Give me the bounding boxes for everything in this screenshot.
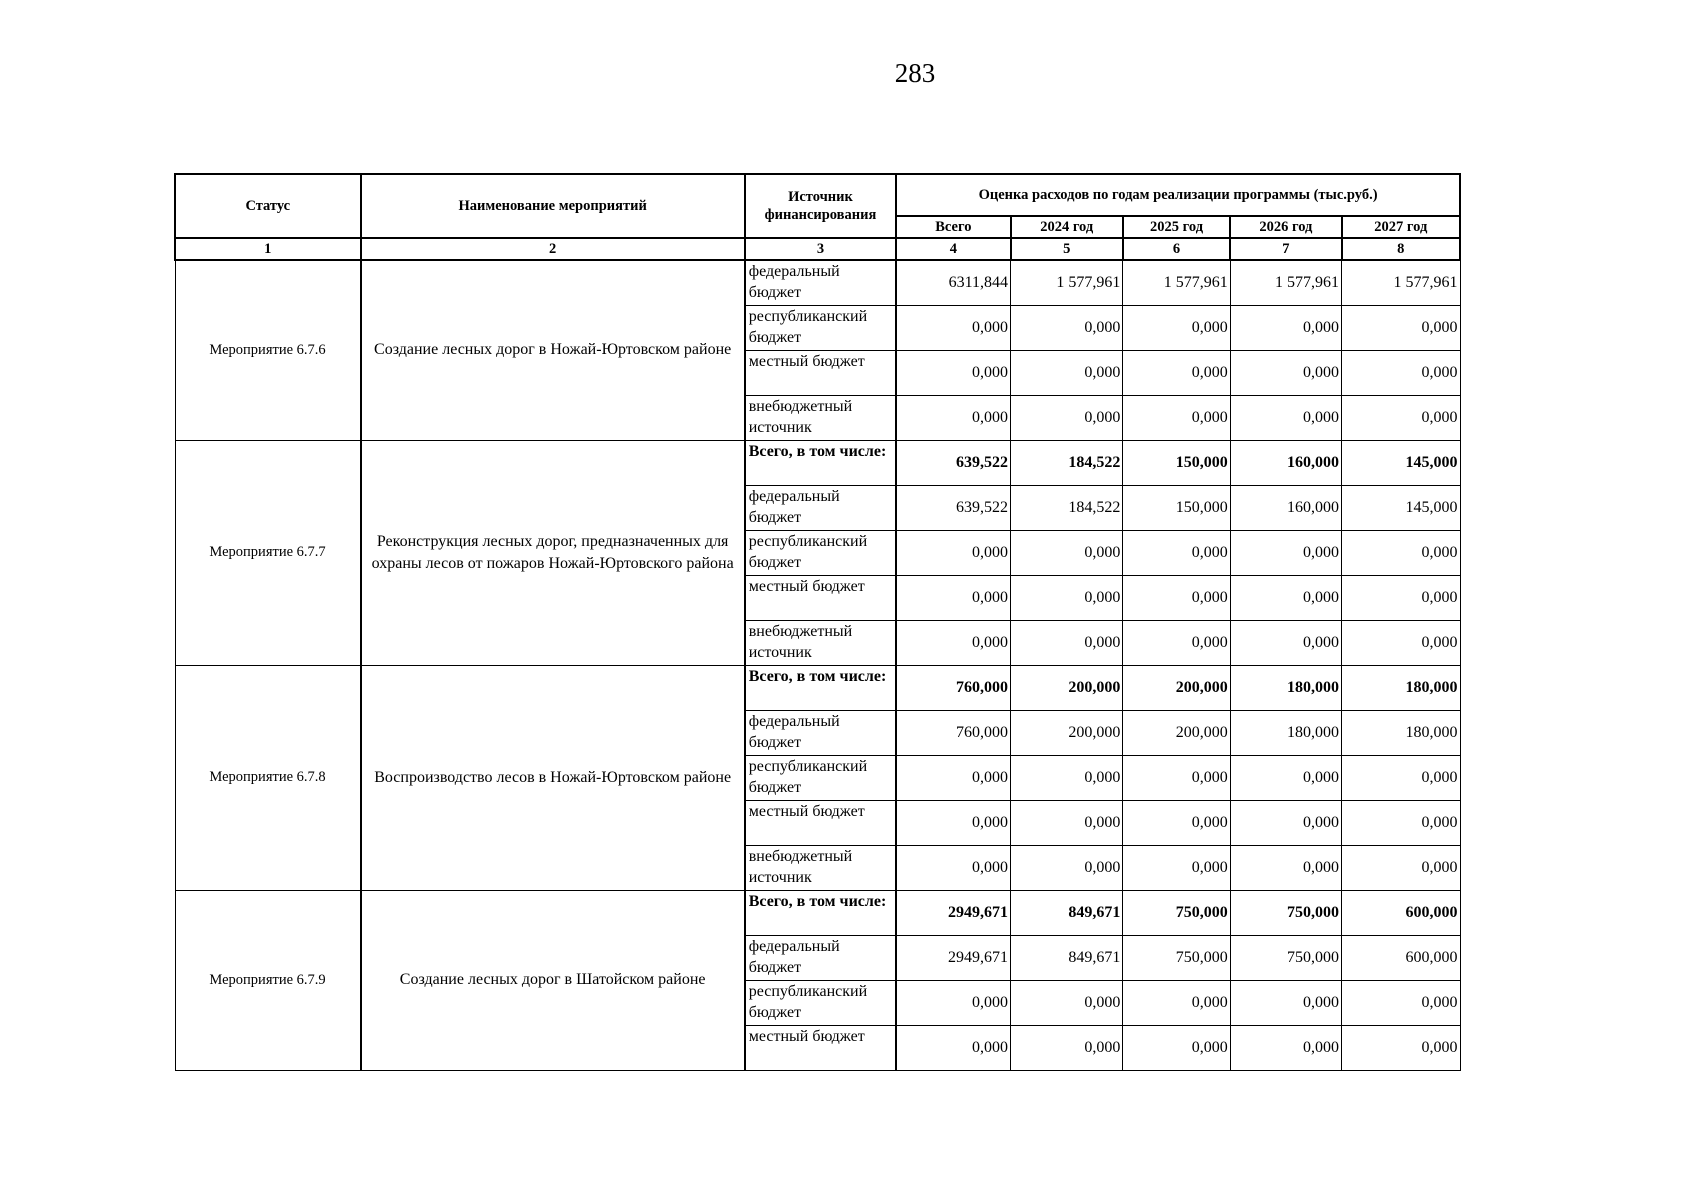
- header-2026: 2026 год: [1230, 216, 1341, 238]
- activity-status: Мероприятие 6.7.6: [175, 260, 361, 440]
- amount-cell: 6311,844: [896, 260, 1010, 305]
- amount-cell: 0,000: [1011, 575, 1123, 620]
- amount-cell: 1 577,961: [1123, 260, 1230, 305]
- amount-cell: 0,000: [1230, 620, 1341, 665]
- amount-cell: 0,000: [1011, 620, 1123, 665]
- amount-cell: 0,000: [1011, 530, 1123, 575]
- table-row: [175, 260, 1460, 305]
- col-index: 5: [1011, 238, 1123, 260]
- table-row: [175, 665, 1460, 710]
- amount-cell: 0,000: [896, 575, 1010, 620]
- col-index: 8: [1342, 238, 1460, 260]
- table-row: [175, 890, 1460, 935]
- activity-status: Мероприятие 6.7.8: [175, 665, 361, 890]
- amount-cell: 0,000: [1123, 350, 1230, 395]
- amount-cell: 0,000: [896, 845, 1010, 890]
- amount-cell: 0,000: [1123, 845, 1230, 890]
- funding-source: местный бюджет: [745, 800, 896, 845]
- funding-source: республиканский бюджет: [745, 755, 896, 800]
- amount-cell: 0,000: [1342, 845, 1460, 890]
- amount-cell: 0,000: [896, 1025, 1010, 1070]
- amount-cell: 600,000: [1342, 935, 1460, 980]
- amount-cell: 0,000: [1123, 395, 1230, 440]
- amount-cell: 750,000: [1230, 890, 1341, 935]
- header-source: Источник финансирования: [745, 174, 896, 238]
- col-index: 2: [361, 238, 745, 260]
- amount-cell: 0,000: [1342, 395, 1460, 440]
- amount-cell: 750,000: [1123, 890, 1230, 935]
- header-estimate: Оценка расходов по годам реализации программы (тыс.руб.): [896, 174, 1460, 216]
- amount-cell: 0,000: [1342, 350, 1460, 395]
- amount-cell: 849,671: [1011, 890, 1123, 935]
- activity-name: Реконструкция лесных дорог, предназначенных для охраны лесов от пожаров Ножай-Юртовского района: [361, 440, 745, 665]
- amount-cell: 0,000: [1230, 305, 1341, 350]
- header-2024: 2024 год: [1011, 216, 1123, 238]
- amount-cell: 0,000: [1011, 980, 1123, 1025]
- amount-cell: 2949,671: [896, 890, 1010, 935]
- amount-cell: 1 577,961: [1230, 260, 1341, 305]
- amount-cell: 750,000: [1123, 935, 1230, 980]
- amount-cell: 0,000: [1342, 620, 1460, 665]
- amount-cell: 0,000: [896, 530, 1010, 575]
- budget-table: [174, 173, 1461, 1071]
- col-index: 7: [1230, 238, 1341, 260]
- amount-cell: 0,000: [896, 350, 1010, 395]
- amount-cell: 160,000: [1230, 485, 1341, 530]
- amount-cell: 200,000: [1123, 710, 1230, 755]
- amount-cell: 0,000: [1011, 1025, 1123, 1070]
- funding-source: местный бюджет: [745, 1025, 896, 1070]
- amount-cell: 0,000: [896, 620, 1010, 665]
- amount-cell: 145,000: [1342, 485, 1460, 530]
- amount-cell: 0,000: [1230, 845, 1341, 890]
- amount-cell: 0,000: [1230, 980, 1341, 1025]
- amount-cell: 0,000: [1342, 1025, 1460, 1070]
- activity-status: Мероприятие 6.7.9: [175, 890, 361, 1070]
- amount-cell: 0,000: [1011, 350, 1123, 395]
- amount-cell: 160,000: [1230, 440, 1341, 485]
- funding-source: республиканский бюджет: [745, 305, 896, 350]
- activity-name: Создание лесных дорог в Ножай-Юртовском районе: [361, 260, 745, 440]
- funding-source: Всего, в том числе:: [745, 440, 896, 485]
- funding-source: федеральный бюджет: [745, 710, 896, 755]
- amount-cell: 200,000: [1011, 710, 1123, 755]
- amount-cell: 0,000: [1230, 575, 1341, 620]
- amount-cell: 0,000: [1123, 800, 1230, 845]
- amount-cell: 0,000: [1230, 800, 1341, 845]
- funding-source: внебюджетный источник: [745, 620, 896, 665]
- amount-cell: 200,000: [1011, 665, 1123, 710]
- amount-cell: 145,000: [1342, 440, 1460, 485]
- amount-cell: 0,000: [896, 800, 1010, 845]
- funding-source: местный бюджет: [745, 350, 896, 395]
- header-total: Всего: [896, 216, 1010, 238]
- activity-name: Воспроизводство лесов в Ножай-Юртовском районе: [361, 665, 745, 890]
- col-index: 3: [745, 238, 896, 260]
- amount-cell: 750,000: [1230, 935, 1341, 980]
- amount-cell: 150,000: [1123, 485, 1230, 530]
- amount-cell: 0,000: [896, 755, 1010, 800]
- amount-cell: 0,000: [896, 395, 1010, 440]
- amount-cell: 0,000: [1230, 755, 1341, 800]
- table-row: [175, 440, 1460, 485]
- amount-cell: 0,000: [1011, 305, 1123, 350]
- amount-cell: 0,000: [1123, 755, 1230, 800]
- amount-cell: 184,522: [1011, 440, 1123, 485]
- amount-cell: 0,000: [1123, 305, 1230, 350]
- amount-cell: 760,000: [896, 665, 1010, 710]
- col-index: 1: [175, 238, 361, 260]
- amount-cell: 0,000: [1123, 980, 1230, 1025]
- amount-cell: 0,000: [1342, 980, 1460, 1025]
- funding-source: федеральный бюджет: [745, 935, 896, 980]
- amount-cell: 0,000: [1123, 1025, 1230, 1070]
- page-number: 283: [894, 58, 936, 88]
- amount-cell: 600,000: [1342, 890, 1460, 935]
- col-index: 6: [1123, 238, 1230, 260]
- amount-cell: 0,000: [1230, 350, 1341, 395]
- amount-cell: 0,000: [1342, 800, 1460, 845]
- amount-cell: 2949,671: [896, 935, 1010, 980]
- amount-cell: 0,000: [1230, 1025, 1341, 1070]
- amount-cell: 760,000: [896, 710, 1010, 755]
- activity-name: Создание лесных дорог в Шатойском районе: [361, 890, 745, 1070]
- amount-cell: 0,000: [1342, 530, 1460, 575]
- amount-cell: 0,000: [896, 980, 1010, 1025]
- header-2025: 2025 год: [1123, 216, 1230, 238]
- activity-status: Мероприятие 6.7.7: [175, 440, 361, 665]
- funding-source: федеральный бюджет: [745, 260, 896, 305]
- amount-cell: 184,522: [1011, 485, 1123, 530]
- funding-source: Всего, в том числе:: [745, 665, 896, 710]
- amount-cell: 0,000: [1342, 755, 1460, 800]
- funding-source: федеральный бюджет: [745, 485, 896, 530]
- funding-source: республиканский бюджет: [745, 530, 896, 575]
- amount-cell: 180,000: [1342, 710, 1460, 755]
- header-2027: 2027 год: [1342, 216, 1460, 238]
- amount-cell: 0,000: [1123, 530, 1230, 575]
- amount-cell: 0,000: [1230, 530, 1341, 575]
- header-name: Наименование мероприятий: [361, 174, 745, 238]
- amount-cell: 0,000: [1342, 575, 1460, 620]
- amount-cell: 200,000: [1123, 665, 1230, 710]
- amount-cell: 0,000: [1011, 845, 1123, 890]
- funding-source: местный бюджет: [745, 575, 896, 620]
- amount-cell: 1 577,961: [1011, 260, 1123, 305]
- amount-cell: 0,000: [1123, 575, 1230, 620]
- funding-source: внебюджетный источник: [745, 845, 896, 890]
- amount-cell: 0,000: [1011, 395, 1123, 440]
- header-status: Статус: [175, 174, 361, 238]
- amount-cell: 639,522: [896, 440, 1010, 485]
- funding-source: Всего, в том числе:: [745, 890, 896, 935]
- amount-cell: 0,000: [1011, 800, 1123, 845]
- amount-cell: 0,000: [1123, 620, 1230, 665]
- amount-cell: 0,000: [896, 305, 1010, 350]
- amount-cell: 0,000: [1342, 305, 1460, 350]
- amount-cell: 849,671: [1011, 935, 1123, 980]
- amount-cell: 180,000: [1230, 710, 1341, 755]
- amount-cell: 1 577,961: [1342, 260, 1460, 305]
- funding-source: внебюджетный источник: [745, 395, 896, 440]
- funding-source: республиканский бюджет: [745, 980, 896, 1025]
- amount-cell: 150,000: [1123, 440, 1230, 485]
- amount-cell: 0,000: [1011, 755, 1123, 800]
- amount-cell: 180,000: [1342, 665, 1460, 710]
- amount-cell: 0,000: [1230, 395, 1341, 440]
- amount-cell: 180,000: [1230, 665, 1341, 710]
- amount-cell: 639,522: [896, 485, 1010, 530]
- col-index: 4: [896, 238, 1010, 260]
